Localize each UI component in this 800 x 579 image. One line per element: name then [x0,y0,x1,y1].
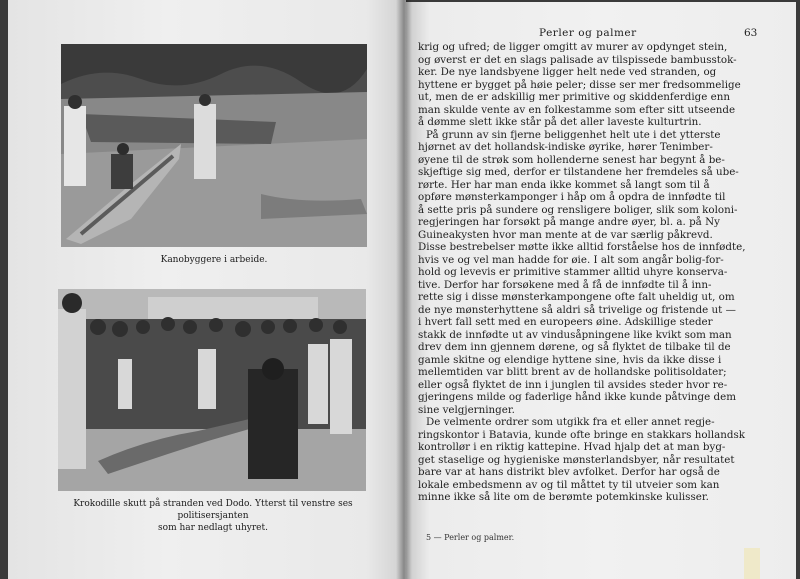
text-line: eller også flyktet de inn i junglen til avsides steder hvor re- [418,378,728,391]
text-line: skjeftige sig med, derfor er tilstandene her fremdeles så ube- [418,166,739,178]
text-line: i hvert fall sett med en europeers øine. Adskillige steder [418,316,713,328]
text-line: hyttene er bygget på høie peler; disse ser mer fredsommelige [418,78,741,91]
signature-footnote: 5 — Perler og palmer. [426,533,515,542]
text-line: gjeringens milde og faderlige hånd ikke kunde påtvinge dem [418,391,736,403]
text-line: de nye mønsterhyttene så aldri så trivelige og fristende ut — [418,303,736,316]
photo-caption-2-line2: som har nedlagt uhyret. [158,523,268,533]
text-line: hjørnet av det hollandsk-indiske øyrike, hører Tenimber- [418,141,713,153]
text-line: stakk de innfødte ut av vindusåpningene like kvikt som man [418,328,732,341]
text-line: rette sig i disse mønsterkampongene ofte falt uheldig ut, om [418,291,735,303]
text-line: tive. Derfor har forsøkene med å få de innfødte til å inn- [418,278,712,291]
photo-canoe-builders [61,44,367,247]
text-line: og øverst er det en slags palisade av tilspissede bambusstok- [418,53,737,66]
text-line: bare var at hans distrikt blev avfolket. Derfor har også de [418,466,720,478]
text-line: krig og ufred; de ligger omgitt av murer av opdynget stein, [418,41,728,53]
photo-crocodile [58,289,366,491]
text-line: ut, men de er adskillig mer primitive og skiddenferdige enn [418,91,730,103]
canoe-builders-image [61,44,367,247]
text-line: sine velgjerninger. [418,403,515,416]
text-line: På grunn av sin fjerne beliggenhet helt ute i det ytterste [426,128,721,141]
text-line: å dømme slett ikke står på det aller laveste kulturtrin. [418,116,702,128]
text-line: å sette pris på sundere og rensligere boliger, slik som koloni- [418,203,738,216]
book-gutter [396,0,412,579]
page-number: 63 [744,27,758,39]
running-title: Perler og palmer [539,27,637,39]
text-line: gamle skitne og elendige hyttene sine, hvis da ikke disse i [418,353,722,366]
photo-caption-2 [50,498,376,534]
photo-caption-1: Kanobyggere i arbeide. [160,255,268,265]
text-line: ker. De nye landsbyene ligger helt nede ved stranden, og [418,66,717,78]
text-line: man skulde vente av en folkestamme som efter sitt utseende [418,103,736,116]
text-line: Guineakysten hvor man mente at de var særlig påkrevd. [418,228,713,241]
text-line: rørte. Her har man enda ikke kommet så langt som til å [418,178,710,191]
text-line: regjeringen har forsøkt på mange andre øyer, bl. a. på Ny [418,216,720,228]
text-line: get staselige og hygieniske mønsterlandsbyer, når resultatet [418,453,735,466]
photo-caption-2-line1: Krokodille skutt på stranden ved Dodo. Ytterst til venstre ses politisersjanten [73,499,353,521]
text-line: hvis ve og vel man hadde for øie. I alt som angår bolig-for- [418,253,724,266]
bookmark-ribbon [744,548,760,579]
text-line: hold og levevis er primitive stammer alltid uhyre konserva- [418,266,728,278]
body-text [418,41,746,504]
text-line: opføre mønsterkamponger i håp om å opdra de innfødte til [418,191,726,203]
text-line: minne ikke så lite om de berømte potemkinske kulisser. [418,491,709,503]
text-line: øyene til de strøk som hollenderne senest har begynt å be- [418,153,725,166]
text-line: mellemtiden var blitt brent av de hollandske politisoldater; [418,366,727,378]
text-line: De velmente ordrer som utgikk fra et eller annet regje- [426,416,715,428]
text-line: lokale embedsmenn av og til måttet ty til utveier som kan [418,478,720,491]
crocodile-image [58,289,366,491]
text-line: drev dem inn gjennem dørene, og så flyktet de tilbake til de [418,341,731,353]
page-header [406,27,796,41]
text-line: ringskontor i Batavia, kunde ofte bringe en stakkars hollandsk [418,428,746,441]
text-line: Disse bestrebelser møtte ikke alltid forståelse hos de innfødte, [418,241,746,253]
text-line: kontrollør i en riktig kattepine. Hvad hjalp det at man byg- [418,441,726,453]
